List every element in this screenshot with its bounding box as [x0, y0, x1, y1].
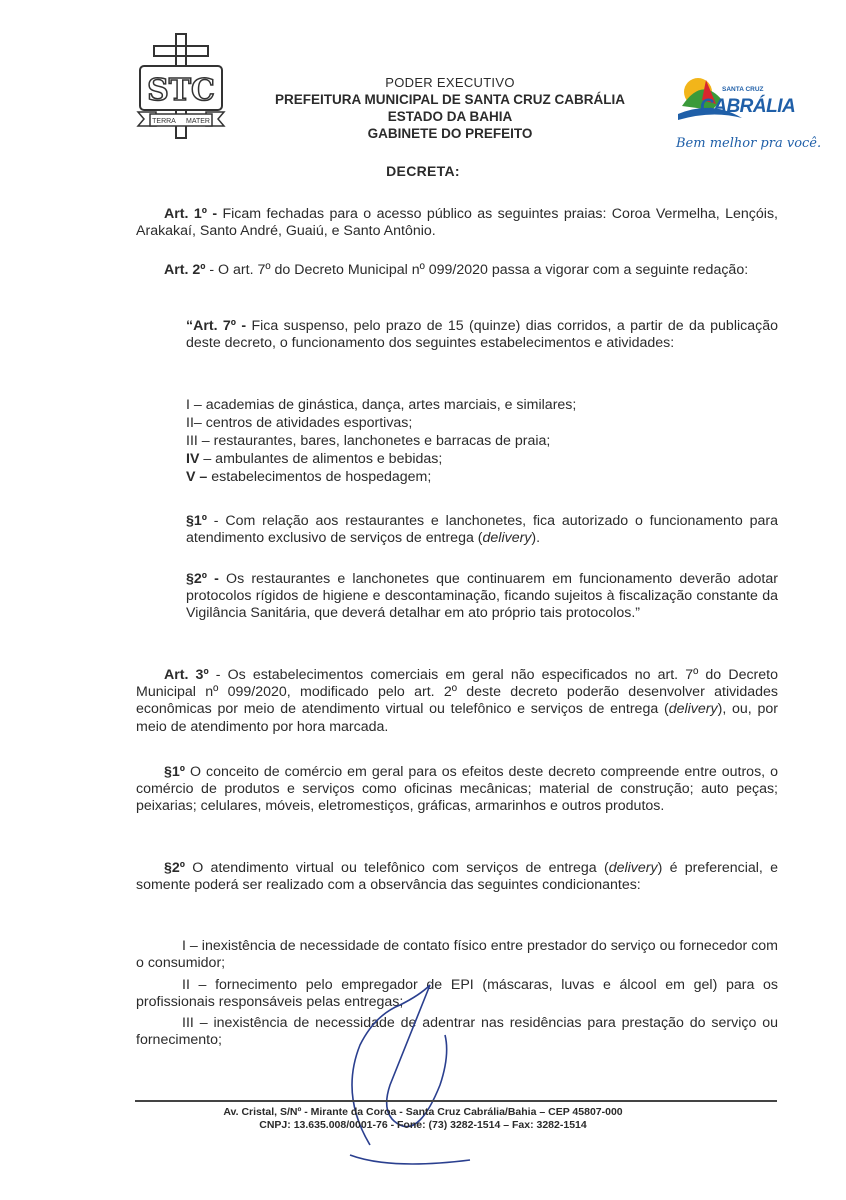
- list-item: III – restaurantes, bares, lanchonetes e barracas de praia;: [186, 433, 551, 449]
- article-1-text: Ficam fechadas para o acesso público as seguintes praias: Coroa Vermelha, Lençóis, Arakakaí, Santo André, Guaiú, e Santo Antônio.: [136, 206, 778, 240]
- header-line-prefecture: PREFEITURA MUNICIPAL DE SANTA CRUZ CABRÁLIA: [275, 92, 625, 107]
- footer-contact: CNPJ: 13.635.008/0001-76 - Fone: (73) 3282-1514 – Fax: 3282-1514: [259, 1119, 587, 1131]
- article-7-text: Fica suspenso, pelo prazo de 15 (quinze) dias corridos, a partir de da publicação deste decreto, o funcionamento dos seguintes estabelecimentos e atividades:: [186, 318, 778, 352]
- article-1-label: Art. 1º -: [164, 206, 218, 222]
- crest-ribbon-left: TERRA: [152, 118, 176, 125]
- footer-address: Av. Cristal, S/Nº - Mirante da Coroa - Santa Cruz Cabrália/Bahia – CEP 45807-000: [223, 1106, 623, 1118]
- handwritten-signature: [330, 975, 490, 1175]
- brand-small-text: SANTA CRUZ: [722, 86, 764, 93]
- header-line-cabinet: GABINETE DO PREFEITO: [367, 126, 533, 141]
- header-line-executive: PODER EXECUTIVO: [385, 75, 515, 90]
- municipal-crest-logo: [136, 32, 226, 144]
- letterhead: [240, 74, 660, 142]
- brand-slogan: Bem melhor pra você.: [676, 136, 822, 151]
- article-7-label: “Art. 7º -: [186, 318, 247, 334]
- list-item: I – academias de ginástica, dança, artes marciais, e similares;: [186, 397, 577, 413]
- list-item: III – inexistência de necessidade de adentrar nas residências para prestação do serviço ou fornecimento;: [136, 1015, 778, 1049]
- crest-letters: STC: [147, 73, 215, 108]
- article-3: Art. 3º - Os estabelecimentos comerciais em geral não especificados no art. 7º do Decreto Municipal nº 099/2020, modificado pelo art. 2º deste decreto poderão desenvolver atividades econômicas por meio de atendimento virtual ou telefônico e serviços de entrega (delivery), ou, por meio de atendimento por hora marcada.: [136, 667, 778, 735]
- footer-divider: [135, 1100, 777, 1102]
- list-item: V – estabelecimentos de hospedagem;: [186, 469, 432, 485]
- article-7: [186, 318, 778, 352]
- article-2-text: - O art. 7º do Decreto Municipal nº 099/2020 passa a vigorar com a seguinte redação:: [205, 262, 749, 278]
- art3-paragraph-1: §1º O conceito de comércio em geral para os efeitos deste decreto compreende entre outros, o comércio de produtos e serviços como oficinas mecânicas; material de construção; auto peças; peixarias; celulares, móveis, eletromestiços, gráficas, armarinhos e outros produtos.: [136, 764, 778, 815]
- article-2-label: Art. 2º: [164, 262, 206, 278]
- article-1: [136, 206, 778, 240]
- list-item: II– centros de atividades esportivas;: [186, 415, 413, 431]
- list-item: IV – ambulantes de alimentos e bebidas;: [186, 451, 443, 467]
- decree-heading: DECRETA:: [386, 163, 460, 179]
- art7-paragraph-2: §2º - Os restaurantes e lanchonetes que continuarem em funcionamento deverão adotar protocolos rígidos de higiene e descontaminação, ficando sujeitos à fiscalização constante da Vigilância Sanitária, que deverá detalhar em ato próprio tais protocolos.”: [186, 571, 778, 622]
- article-3-label: Art. 3º: [164, 667, 209, 683]
- art7-paragraph-1: §1º - Com relação aos restaurantes e lanchonetes, fica autorizado o funcionamento para atendimento exclusivo de serviços de entrega (delivery).: [186, 513, 778, 547]
- list-item: II – fornecimento pelo empregador de EPI (máscaras, luvas e álcool em gel) para os profissionais responsáveis pelas entregas;: [136, 977, 778, 1011]
- crest-ribbon-right: MATER: [186, 118, 210, 125]
- list-item: I – inexistência de necessidade de contato físico entre prestador do serviço ou fornecedor com o consumidor;: [136, 938, 778, 972]
- article-2: [136, 262, 778, 279]
- brand-name: CABRÁLIA: [700, 96, 796, 117]
- art3-paragraph-2: §2º O atendimento virtual ou telefônico com serviços de entrega (delivery) é preferencial, e somente poderá ser realizado com a observância das seguintes condicionantes:: [136, 860, 779, 894]
- header-line-state: ESTADO DA BAHIA: [387, 109, 513, 124]
